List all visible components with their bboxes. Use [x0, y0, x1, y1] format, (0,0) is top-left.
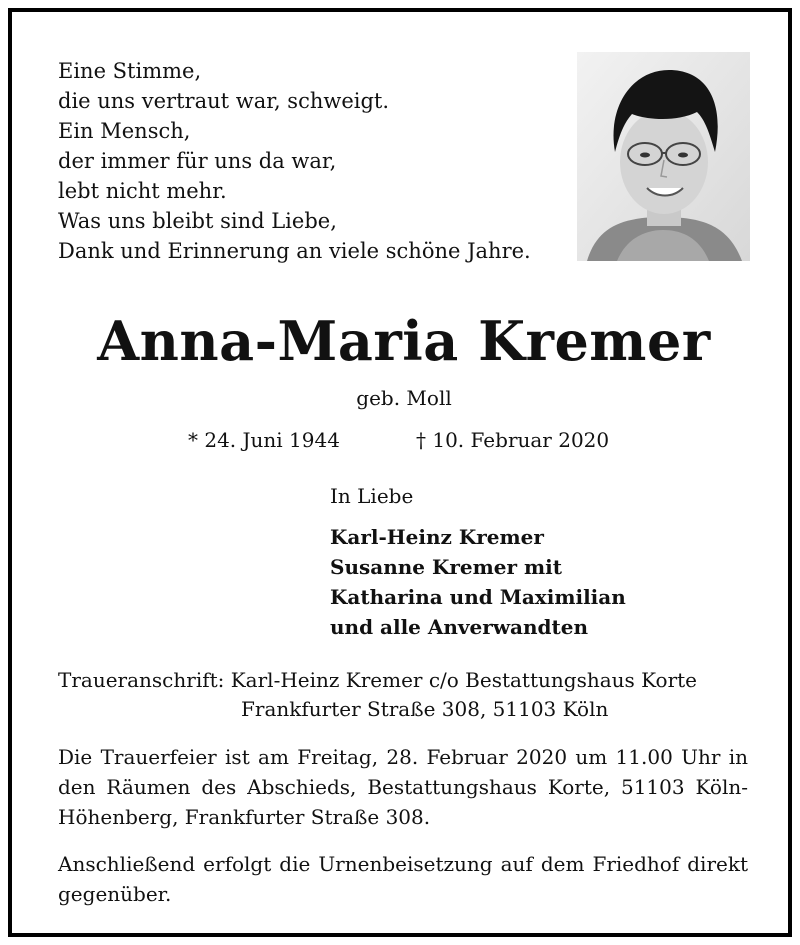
portrait-photo	[577, 52, 750, 261]
poem-line: die uns vertraut war, schweigt.	[58, 89, 390, 113]
address-line: Traueranschrift: Karl-Heinz Kremer c/o Bestattungshaus Korte	[58, 668, 698, 692]
mourner-name: Susanne Kremer mit	[330, 555, 563, 579]
poem	[58, 56, 558, 266]
mourner-name: Karl-Heinz Kremer	[330, 525, 544, 549]
burial-notice: Anschließend erfolgt die Urnenbeisetzung auf dem Friedhof direkt gegenüber.	[58, 852, 748, 906]
mourners-list	[330, 522, 626, 642]
mourner-name: und alle Anverwandten	[330, 615, 589, 639]
poem-line: der immer für uns da war,	[58, 149, 337, 173]
poem-line: Was uns bleibt sind Liebe,	[58, 209, 337, 233]
poem-line: Eine Stimme,	[58, 59, 202, 83]
mourner-name: Katharina und Maximilian	[330, 585, 626, 609]
maiden-name: geb. Moll	[356, 386, 452, 410]
address-line: Frankfurter Straße 308, 51103 Köln	[241, 697, 609, 721]
poem-line: Dank und Erinnerung an viele schöne Jahre.	[58, 239, 531, 263]
poem-line: Ein Mensch,	[58, 119, 191, 143]
death-date: † 10. Februar 2020	[416, 428, 610, 452]
ceremony-notice: Die Trauerfeier ist am Freitag, 28. Februar 2020 um 11.00 Uhr in den Räumen des Abschieds, Bestattungshaus Korte, 51103 Köln-Höhenberg, Frankfurter Straße 308.	[58, 745, 748, 829]
mourners-intro: In Liebe	[330, 484, 414, 508]
obituary-frame	[8, 8, 792, 937]
deceased-name: Anna-Maria Kremer	[97, 309, 711, 373]
poem-line: lebt nicht mehr.	[58, 179, 227, 203]
mourning-address	[58, 666, 697, 724]
birth-date: * 24. Juni 1944	[188, 428, 340, 452]
